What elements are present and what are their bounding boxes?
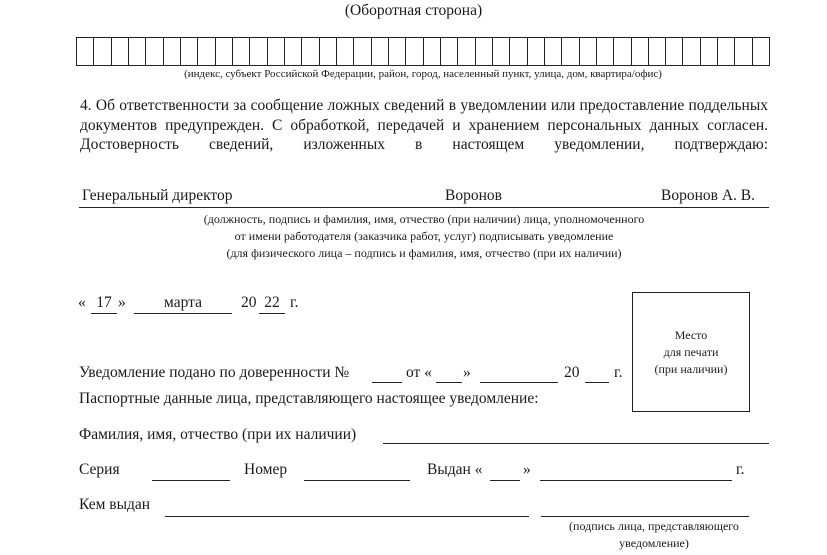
address-cell[interactable] xyxy=(545,38,562,65)
proxy-day-line[interactable] xyxy=(436,382,462,383)
address-cell[interactable] xyxy=(632,38,649,65)
address-cell[interactable] xyxy=(528,38,545,65)
proxy-year-word: г. xyxy=(614,364,623,381)
address-cell[interactable] xyxy=(424,38,441,65)
date-year-line xyxy=(259,313,285,314)
address-cells[interactable] xyxy=(76,37,770,66)
proxy-year-prefix: 20 xyxy=(564,364,580,381)
signature-caption-2: от имени работодателя (заказчика работ, услуг) подписывать уведомление xyxy=(234,229,614,243)
issued-close-quote: » xyxy=(523,461,531,478)
address-cell[interactable] xyxy=(580,38,597,65)
address-cell[interactable] xyxy=(476,38,493,65)
representative-caption-1: (подпись лица, представляющего xyxy=(569,519,739,533)
signature-caption-3: (для физического лица – подпись и фамилия, имя, отчество (при их наличии) xyxy=(226,246,622,260)
address-cell[interactable] xyxy=(735,38,752,65)
address-cell[interactable] xyxy=(718,38,735,65)
representative-signature-line[interactable] xyxy=(541,516,749,517)
proxy-close-quote: » xyxy=(463,364,471,381)
address-cell[interactable] xyxy=(77,38,94,65)
proxy-year-line[interactable] xyxy=(585,382,609,383)
fio-line[interactable] xyxy=(383,443,769,444)
address-cell[interactable] xyxy=(164,38,181,65)
date-day-line xyxy=(91,313,117,314)
signer-position: Генеральный директор xyxy=(82,187,233,204)
issued-date-line[interactable] xyxy=(540,480,732,481)
proxy-from-label: от « xyxy=(406,364,432,381)
issued-year-word: г. xyxy=(736,461,745,478)
address-cell[interactable] xyxy=(233,38,250,65)
address-caption: (индекс, субъект Российской Федерации, район, город, населенный пункт, улица, дом, квартира/офис) xyxy=(184,68,662,80)
address-cell[interactable] xyxy=(216,38,233,65)
signature-caption-1: (должность, подпись и фамилия, имя, отчество (при наличии) лица, уполномоченного xyxy=(203,212,645,226)
date-month[interactable]: марта xyxy=(164,294,202,311)
proxy-number-line[interactable] xyxy=(372,382,402,383)
address-cell[interactable] xyxy=(510,38,527,65)
address-cell[interactable] xyxy=(666,38,683,65)
signature-line xyxy=(79,207,769,208)
representative-caption-2: уведомление) xyxy=(619,536,689,550)
address-cell[interactable] xyxy=(320,38,337,65)
number-line[interactable] xyxy=(304,480,410,481)
address-cell[interactable] xyxy=(701,38,718,65)
signer-name: Воронов А. В. xyxy=(661,187,755,204)
address-cell[interactable] xyxy=(198,38,215,65)
stamp-line-2: для печати xyxy=(663,344,719,359)
stamp-box xyxy=(632,292,750,412)
stamp-line-1: Место xyxy=(674,327,708,342)
address-cell[interactable] xyxy=(285,38,302,65)
address-cell[interactable] xyxy=(354,38,371,65)
address-cell[interactable] xyxy=(458,38,475,65)
date-close-quote: » xyxy=(118,294,126,311)
address-cell[interactable] xyxy=(268,38,285,65)
address-cell[interactable] xyxy=(562,38,579,65)
address-cell[interactable] xyxy=(441,38,458,65)
date-year-word: г. xyxy=(290,294,299,311)
page-side-title: (Оборотная сторона) xyxy=(344,2,483,19)
proxy-label: Уведомление подано по доверенности № xyxy=(79,364,350,381)
address-cell[interactable] xyxy=(129,38,146,65)
address-cell[interactable] xyxy=(302,38,319,65)
address-cell[interactable] xyxy=(649,38,666,65)
address-cell[interactable] xyxy=(337,38,354,65)
date-year-prefix: 20 xyxy=(241,294,257,311)
address-cell[interactable] xyxy=(493,38,510,65)
series-label: Серия xyxy=(79,461,120,478)
address-cell[interactable] xyxy=(112,38,129,65)
address-cell[interactable] xyxy=(250,38,267,65)
issued-day-line[interactable] xyxy=(490,480,520,481)
address-cell[interactable] xyxy=(614,38,631,65)
responsibility-paragraph: 4. Об ответственности за сообщение ложных сведений в уведомлении или предоставление поддельных документов предупрежден. С обработкой, передачей и хранением персональных данных согласен. Достоверность сведений, изложенных в настоящем уведомлении, подтверждаю: xyxy=(80,97,768,153)
address-cell[interactable] xyxy=(753,38,769,65)
issued-by-line[interactable] xyxy=(165,516,529,517)
address-cell[interactable] xyxy=(146,38,163,65)
address-cell[interactable] xyxy=(389,38,406,65)
date-year-suffix[interactable]: 22 xyxy=(264,294,280,311)
address-cell[interactable] xyxy=(181,38,198,65)
issued-by-label: Кем выдан xyxy=(79,496,151,513)
signer-signature: Воронов xyxy=(445,187,502,204)
address-cell[interactable] xyxy=(683,38,700,65)
date-month-line xyxy=(134,313,232,314)
fio-label: Фамилия, имя, отчество (при их наличии) xyxy=(79,426,357,443)
address-cell[interactable] xyxy=(406,38,423,65)
number-label: Номер xyxy=(244,461,288,478)
date-day[interactable]: 17 xyxy=(96,294,112,311)
issued-label: Выдан « xyxy=(427,461,483,478)
passport-title: Паспортные данные лица, представляющего настоящее уведомление: xyxy=(79,390,539,407)
address-cell[interactable] xyxy=(372,38,389,65)
address-cell[interactable] xyxy=(94,38,111,65)
series-line[interactable] xyxy=(152,480,230,481)
stamp-line-3: (при наличии) xyxy=(654,361,728,376)
proxy-month-line[interactable] xyxy=(480,382,558,383)
address-cell[interactable] xyxy=(597,38,614,65)
date-open-quote: « xyxy=(78,294,86,311)
